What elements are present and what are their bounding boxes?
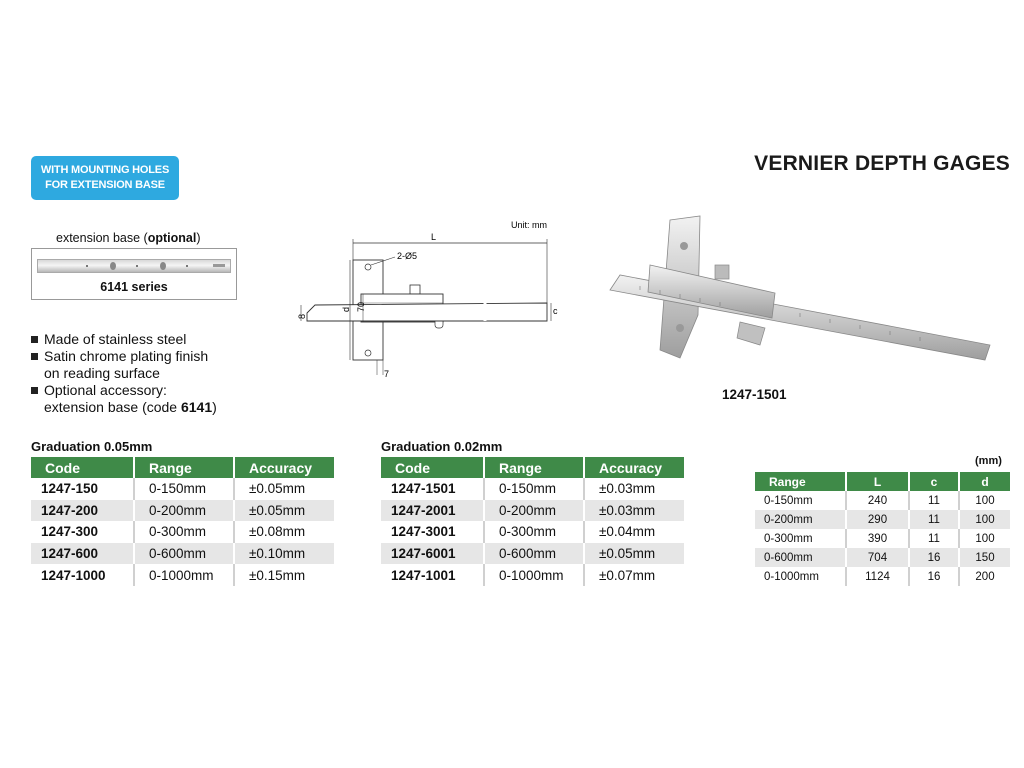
dimensions-table [755,472,1010,586]
unit-label: Unit: mm [511,220,547,230]
feature-item: Made of stainless steel [31,331,217,348]
table-row: 0-600mm 704 16 150 [755,548,1010,567]
badge-line-1: WITH MOUNTING HOLES [40,164,170,176]
dim-70: 70 [356,301,366,312]
product-photo [600,210,995,380]
table-row: 1247-1000 0-1000mm ±0.15mm [31,564,334,586]
col-header: Accuracy [234,457,334,478]
feature-item: Satin chrome plating finish on reading surface [31,348,217,382]
photo-model-code: 1247-1501 [722,387,787,402]
table2-title: Graduation 0.02mm [381,439,503,454]
feature-item: Optional accessory: extension base (code 6141) [31,382,217,416]
table-row: 1247-300 0-300mm ±0.08mm [31,521,334,543]
col-header: Range [755,472,846,491]
dim-L: L [431,232,437,242]
dim-d: d [341,306,351,312]
feature-badge [31,156,179,200]
table-row: 1247-200 0-200mm ±0.05mm [31,500,334,522]
badge-line-2: FOR EXTENSION BASE [45,179,165,191]
extension-base-box [31,248,237,300]
extension-series-label: 6141 series [100,280,168,294]
col-header: c [909,472,959,491]
col-header: d [959,472,1010,491]
table-row: 1247-3001 0-300mm ±0.04mm [381,521,684,543]
feature-list [31,331,217,416]
col-header: Code [381,457,484,478]
table-row: 1247-1001 0-1000mm ±0.07mm [381,564,684,586]
table-row: 0-300mm 390 11 100 [755,529,1010,548]
table1-title: Graduation 0.05mm [31,439,153,454]
table-row: 1247-2001 0-200mm ±0.03mm [381,500,684,522]
col-header: Accuracy [584,457,684,478]
table-row: 1247-150 0-150mm ±0.05mm [31,478,334,500]
table-row: 0-1000mm 1124 16 200 [755,567,1010,586]
graduation-005-table [31,457,334,586]
page-title: VERNIER DEPTH GAGES [754,152,1010,175]
table-row: 1247-600 0-600mm ±0.10mm [31,543,334,565]
table-row: 1247-6001 0-600mm ±0.05mm [381,543,684,565]
dim-holes: 2-Ø5 [397,251,418,261]
col-header: Range [134,457,234,478]
dim-c: c [553,306,558,316]
extension-base-image [37,259,231,273]
col-header: Code [31,457,134,478]
table-row: 0-200mm 290 11 100 [755,510,1010,529]
dim-7: 7 [384,369,390,379]
technical-drawing [295,215,575,390]
dims-unit-label: (mm) [975,455,1002,467]
dim-8: 8 [297,313,307,319]
col-header: L [846,472,909,491]
col-header: Range [484,457,584,478]
table-row: 0-150mm 240 11 100 [755,491,1010,510]
table-row: 1247-1501 0-150mm ±0.03mm [381,478,684,500]
graduation-002-table [381,457,684,586]
extension-base-label: extension base (optional) [56,231,201,245]
